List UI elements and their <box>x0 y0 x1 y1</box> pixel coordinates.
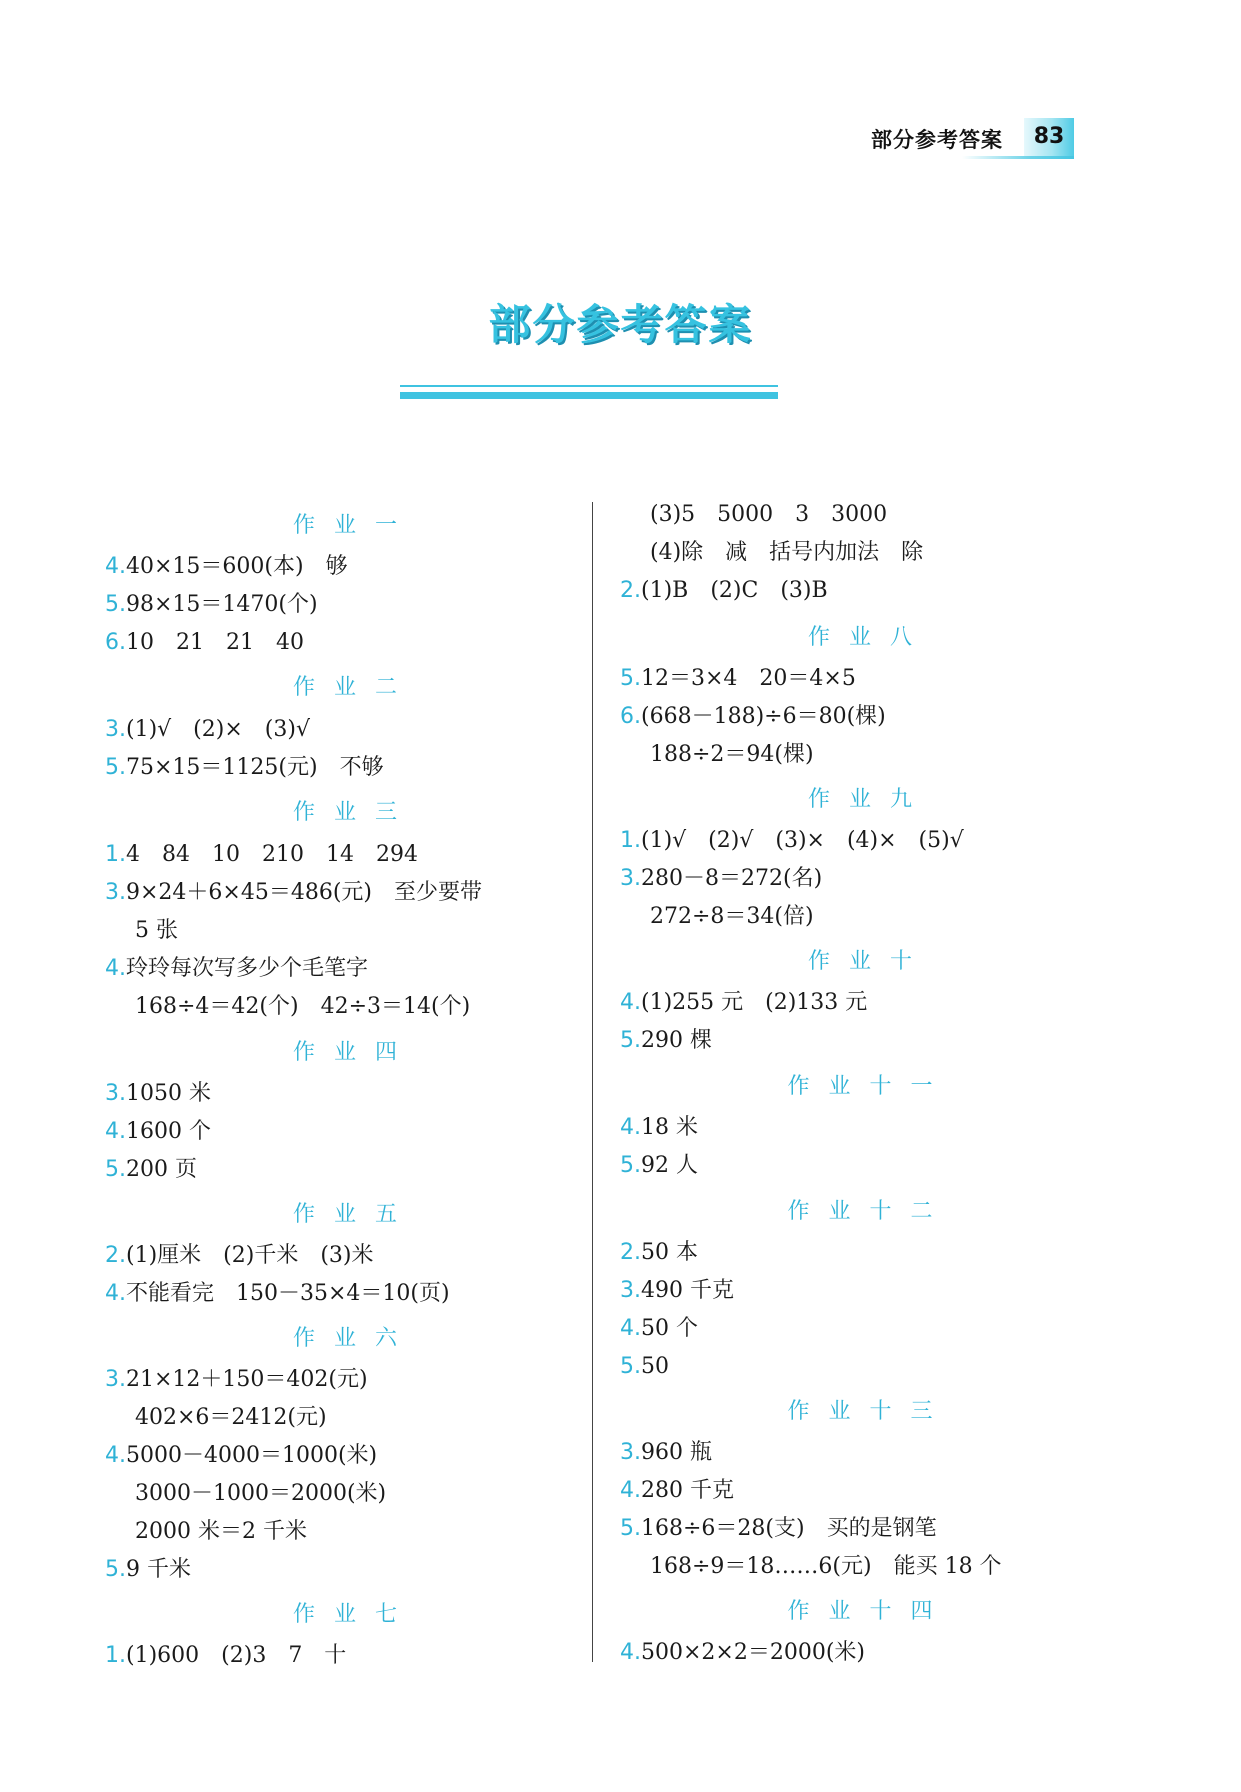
question-number: 3. <box>620 1278 641 1303</box>
answer-line <box>620 1276 734 1306</box>
answer-line <box>105 1079 211 1109</box>
answer-text: 玲玲每次写多少个毛笔字 <box>126 956 369 981</box>
question-number: 5. <box>105 1157 126 1182</box>
question-number: 4. <box>105 956 126 981</box>
answer-line <box>105 628 304 658</box>
answer-text: 9×24＋6×45＝486(元) 至少要带 <box>126 880 483 905</box>
answer-line: 5 张 <box>135 918 178 943</box>
question-number: 5. <box>105 755 126 780</box>
question-number: 5. <box>105 592 126 617</box>
answer-line: 188÷2＝94(棵) <box>650 742 814 767</box>
answer-text: 9 千米 <box>126 1557 191 1582</box>
answer-line <box>620 1113 698 1143</box>
answer-text: 12＝3×4 20＝4×5 <box>641 666 856 691</box>
question-number: 3. <box>620 866 641 891</box>
answer-line <box>620 576 828 606</box>
answer-line <box>105 1117 211 1147</box>
answer-line <box>105 1441 377 1471</box>
answer-text: 不能看完 150－35×4＝10(页) <box>126 1281 450 1306</box>
question-number: 1. <box>105 1643 126 1668</box>
question-number: 1. <box>105 842 126 867</box>
answer-line <box>105 840 418 870</box>
answer-line <box>620 1638 865 1668</box>
answer-line: 168÷4＝42(个) 42÷3＝14(个) <box>135 994 471 1019</box>
answer-text: (1)厘米 (2)千米 (3)米 <box>126 1243 374 1268</box>
answer-line <box>105 590 318 620</box>
answer-line <box>620 702 886 732</box>
section-heading: 作业五 <box>292 1202 416 1227</box>
answer-line: 272÷8＝34(倍) <box>650 904 814 929</box>
question-number: 5. <box>620 1028 641 1053</box>
answer-text: 290 棵 <box>641 1028 712 1053</box>
header-underline <box>962 156 1074 159</box>
section-heading: 作业十三 <box>787 1399 952 1424</box>
answer-line <box>105 954 368 984</box>
question-number: 6. <box>105 630 126 655</box>
answer-text: 500×2×2＝2000(米) <box>641 1640 866 1665</box>
answer-line <box>620 1151 698 1181</box>
title-rule-thin <box>400 385 778 387</box>
answer-text: 490 千克 <box>641 1278 734 1303</box>
answer-line <box>620 988 867 1018</box>
answer-text: (1)√ (2)× (3)√ <box>126 717 310 742</box>
answer-text: 280－8＝272(名) <box>641 866 823 891</box>
question-number: 4. <box>105 1443 126 1468</box>
question-number: 4. <box>105 1119 126 1144</box>
answer-line <box>105 1279 450 1309</box>
answer-line <box>620 664 856 694</box>
answer-text: 1600 个 <box>126 1119 211 1144</box>
question-number: 3. <box>105 1367 126 1392</box>
answer-line <box>105 1365 368 1395</box>
answer-text: 40×15＝600(本) 够 <box>126 554 348 579</box>
column-divider <box>592 502 593 1662</box>
answer-line <box>105 1155 197 1185</box>
question-number: 4. <box>620 1640 641 1665</box>
answer-text: 18 米 <box>641 1115 698 1140</box>
question-number: 5. <box>620 666 641 691</box>
answer-line <box>620 826 964 856</box>
question-number: 3. <box>620 1440 641 1465</box>
answer-text: 4 84 10 210 14 294 <box>126 842 418 867</box>
answer-line <box>105 1241 374 1271</box>
section-heading: 作业八 <box>807 625 931 650</box>
question-number: 2. <box>620 1240 641 1265</box>
answer-line <box>620 1514 937 1544</box>
answer-text: 200 页 <box>126 1157 197 1182</box>
section-heading: 作业十二 <box>787 1199 952 1224</box>
question-number: 4. <box>620 1478 641 1503</box>
section-heading: 作业九 <box>807 787 931 812</box>
answer-text: 50 本 <box>641 1240 698 1265</box>
answer-line: (4)除 减 括号内加法 除 <box>650 540 924 565</box>
question-number: 6. <box>620 704 641 729</box>
question-number: 4. <box>620 1115 641 1140</box>
answer-line <box>105 1555 191 1585</box>
answer-line <box>105 878 482 908</box>
answer-text: 960 瓶 <box>641 1440 712 1465</box>
answer-text: (1)255 元 (2)133 元 <box>641 990 868 1015</box>
answer-line: 3000－1000＝2000(米) <box>135 1481 387 1506</box>
answer-line: 402×6＝2412(元) <box>135 1405 327 1430</box>
answer-text: (1)600 (2)3 7 十 <box>126 1643 347 1668</box>
answer-text: (1)B (2)C (3)B <box>641 578 828 603</box>
section-heading: 作业四 <box>292 1040 416 1065</box>
section-heading: 作业十一 <box>787 1074 952 1099</box>
answer-text: 75×15＝1125(元) 不够 <box>126 755 384 780</box>
section-heading: 作业二 <box>292 675 416 700</box>
answer-text: (1)√ (2)√ (3)× (4)× (5)√ <box>641 828 964 853</box>
section-heading: 作业六 <box>292 1326 416 1351</box>
title-rule-thick <box>400 392 778 399</box>
question-number: 4. <box>105 554 126 579</box>
answer-text: (668－188)÷6＝80(棵) <box>641 704 886 729</box>
answer-text: 168÷6＝28(支) 买的是钢笔 <box>641 1516 937 1541</box>
answer-line <box>620 1438 712 1468</box>
question-number: 4. <box>620 1316 641 1341</box>
question-number: 5. <box>620 1516 641 1541</box>
answer-line <box>620 1026 712 1056</box>
answer-text: 50 <box>641 1354 669 1379</box>
question-number: 3. <box>105 880 126 905</box>
answer-line <box>620 1238 698 1268</box>
section-heading: 作业一 <box>292 513 416 538</box>
answer-line <box>105 715 310 745</box>
answer-line: (3)5 5000 3 3000 <box>650 502 888 527</box>
answer-text: 50 个 <box>641 1316 698 1341</box>
section-heading: 作业十 <box>807 949 931 974</box>
running-header: 部分参考答案 <box>871 128 1003 152</box>
section-heading: 作业十四 <box>787 1599 952 1624</box>
answer-line <box>105 1641 346 1671</box>
question-number: 4. <box>105 1281 126 1306</box>
answer-text: 5000－4000＝1000(米) <box>126 1443 378 1468</box>
answer-line <box>105 552 348 582</box>
page-number: 83 <box>1024 118 1074 156</box>
answer-text: 92 人 <box>641 1153 698 1178</box>
answer-line <box>620 864 822 894</box>
answer-line <box>105 753 384 783</box>
answer-text: 1050 米 <box>126 1081 211 1106</box>
question-number: 5. <box>620 1153 641 1178</box>
question-number: 2. <box>105 1243 126 1268</box>
section-heading: 作业三 <box>292 800 416 825</box>
question-number: 5. <box>105 1557 126 1582</box>
question-number: 2. <box>620 578 641 603</box>
question-number: 1. <box>620 828 641 853</box>
question-number: 3. <box>105 717 126 742</box>
answer-line <box>620 1314 698 1344</box>
answer-line <box>620 1476 734 1506</box>
answer-text: 280 千克 <box>641 1478 734 1503</box>
question-number: 5. <box>620 1354 641 1379</box>
answer-line <box>620 1352 669 1382</box>
answer-line: 2000 米＝2 千米 <box>135 1519 307 1544</box>
answer-text: 98×15＝1470(个) <box>126 592 318 617</box>
question-number: 3. <box>105 1081 126 1106</box>
answer-text: 21×12＋150＝402(元) <box>126 1367 368 1392</box>
section-heading: 作业七 <box>292 1602 416 1627</box>
page-title: 部分参考答案 <box>488 300 753 349</box>
answer-line: 168÷9＝18……6(元) 能买 18 个 <box>650 1554 1002 1579</box>
question-number: 4. <box>620 990 641 1015</box>
answer-text: 10 21 21 40 <box>126 630 304 655</box>
